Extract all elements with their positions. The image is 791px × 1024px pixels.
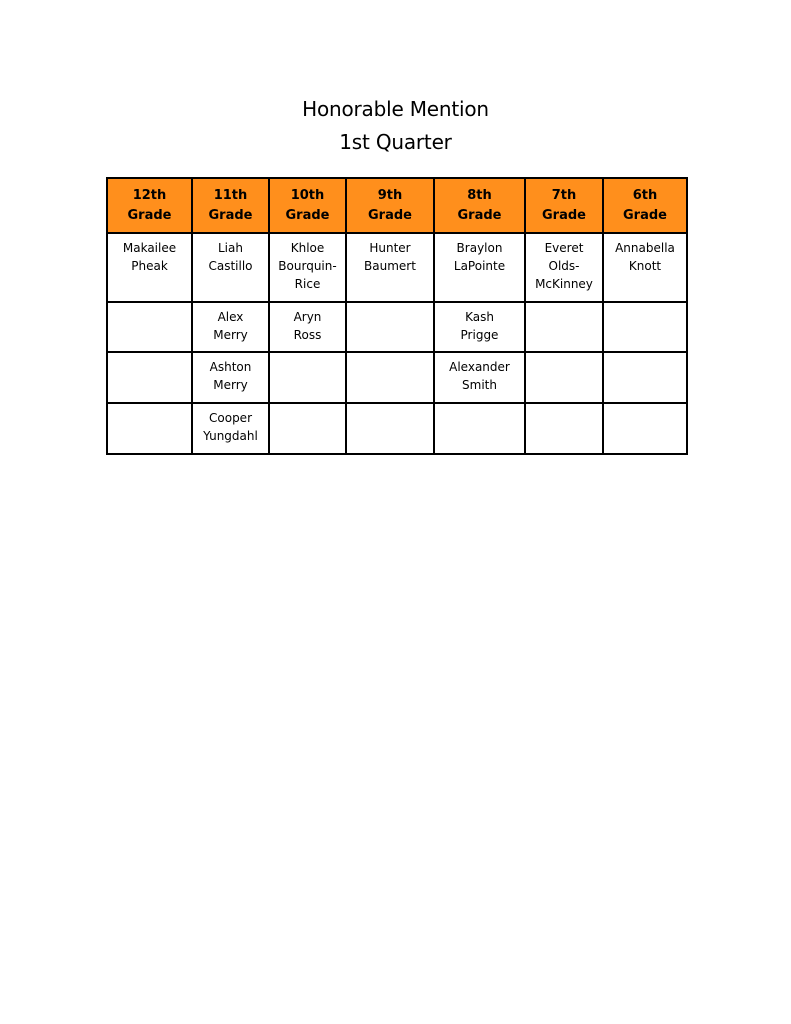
name-line: Annabella	[615, 241, 675, 255]
header-line: 8th	[467, 187, 492, 203]
table-cell	[192, 403, 269, 454]
name-line: Castillo	[208, 259, 253, 273]
table-row	[107, 403, 687, 454]
header-line: Grade	[285, 207, 330, 223]
name-line: Ashton	[209, 360, 252, 374]
table-cell	[346, 233, 434, 302]
page-title	[0, 93, 791, 159]
table-cell	[107, 403, 192, 454]
honor-roll-table	[106, 177, 688, 455]
name-line: Merry	[213, 328, 248, 342]
table-cell	[346, 403, 434, 454]
table-cell	[269, 403, 346, 454]
table-cell	[269, 352, 346, 403]
table-cell	[525, 403, 603, 454]
table-row	[107, 302, 687, 352]
title-line-1: Honorable Mention	[302, 97, 489, 121]
name-line: Pheak	[131, 259, 168, 273]
title-line-2: 1st Quarter	[339, 130, 452, 154]
name-line: Khloe	[290, 241, 325, 255]
table-cell	[603, 403, 687, 454]
name-line: Makailee	[122, 241, 177, 255]
table-cell	[434, 403, 525, 454]
header-line: Grade	[368, 207, 412, 223]
table-cell	[107, 302, 192, 352]
header-cell-11th-grade	[192, 178, 269, 233]
table-cell	[346, 352, 434, 403]
table-cell	[603, 302, 687, 352]
table-cell	[434, 233, 525, 302]
table-cell	[192, 352, 269, 403]
header-cell-8th-grade	[434, 178, 525, 233]
table-cell	[434, 302, 525, 352]
header-cell-7th-grade	[525, 178, 603, 233]
name-line: Cooper	[209, 411, 252, 425]
table-cell	[603, 233, 687, 302]
name-line: Ross	[293, 328, 322, 342]
header-cell-6th-grade	[603, 178, 687, 233]
table-cell	[107, 352, 192, 403]
table-cell	[192, 302, 269, 352]
name-line: Smith	[462, 378, 497, 392]
name-line: McKinney	[535, 277, 593, 291]
name-line: Alex	[217, 310, 244, 324]
table-cell	[525, 352, 603, 403]
name-line: Rice	[294, 277, 321, 291]
header-line: 6th	[632, 187, 658, 203]
name-line: Braylon	[456, 241, 503, 255]
header-line: 12th	[132, 187, 167, 203]
header-line: 9th	[377, 187, 403, 203]
table-cell	[192, 233, 269, 302]
header-cell-10th-grade	[269, 178, 346, 233]
name-line: Alexander	[449, 360, 510, 374]
name-line: Aryn	[293, 310, 322, 324]
header-line: 10th	[290, 187, 325, 203]
name-line: Kash	[465, 310, 494, 324]
name-line: Baumert	[364, 259, 416, 273]
table-cell	[269, 302, 346, 352]
header-cell-9th-grade	[346, 178, 434, 233]
table-row	[107, 352, 687, 403]
table-cell	[434, 352, 525, 403]
name-line: Knott	[628, 259, 662, 273]
table-cell	[269, 233, 346, 302]
header-line: Grade	[208, 207, 253, 223]
table-cell	[603, 352, 687, 403]
header-cell-12th-grade	[107, 178, 192, 233]
table-cell	[525, 233, 603, 302]
name-line: Everet	[544, 241, 584, 255]
header-line: 7th	[551, 187, 577, 203]
header-line: Grade	[457, 207, 502, 223]
table-cell	[346, 302, 434, 352]
header-line: Grade	[127, 207, 172, 223]
table-cell	[107, 233, 192, 302]
table-cell	[525, 302, 603, 352]
name-line: Prigge	[460, 328, 499, 342]
name-line: Liah	[218, 241, 243, 255]
name-line: Merry	[213, 378, 248, 392]
header-line: Grade	[542, 207, 586, 223]
table-row	[107, 233, 687, 302]
name-line: Yungdahl	[203, 429, 258, 443]
header-line: 11th	[213, 187, 248, 203]
header-line: Grade	[623, 207, 667, 223]
name-line: LaPointe	[453, 259, 506, 273]
name-line: Bourquin-	[278, 259, 337, 273]
name-line: Olds-	[548, 259, 580, 273]
header-row	[107, 178, 687, 233]
name-line: Hunter	[369, 241, 411, 255]
